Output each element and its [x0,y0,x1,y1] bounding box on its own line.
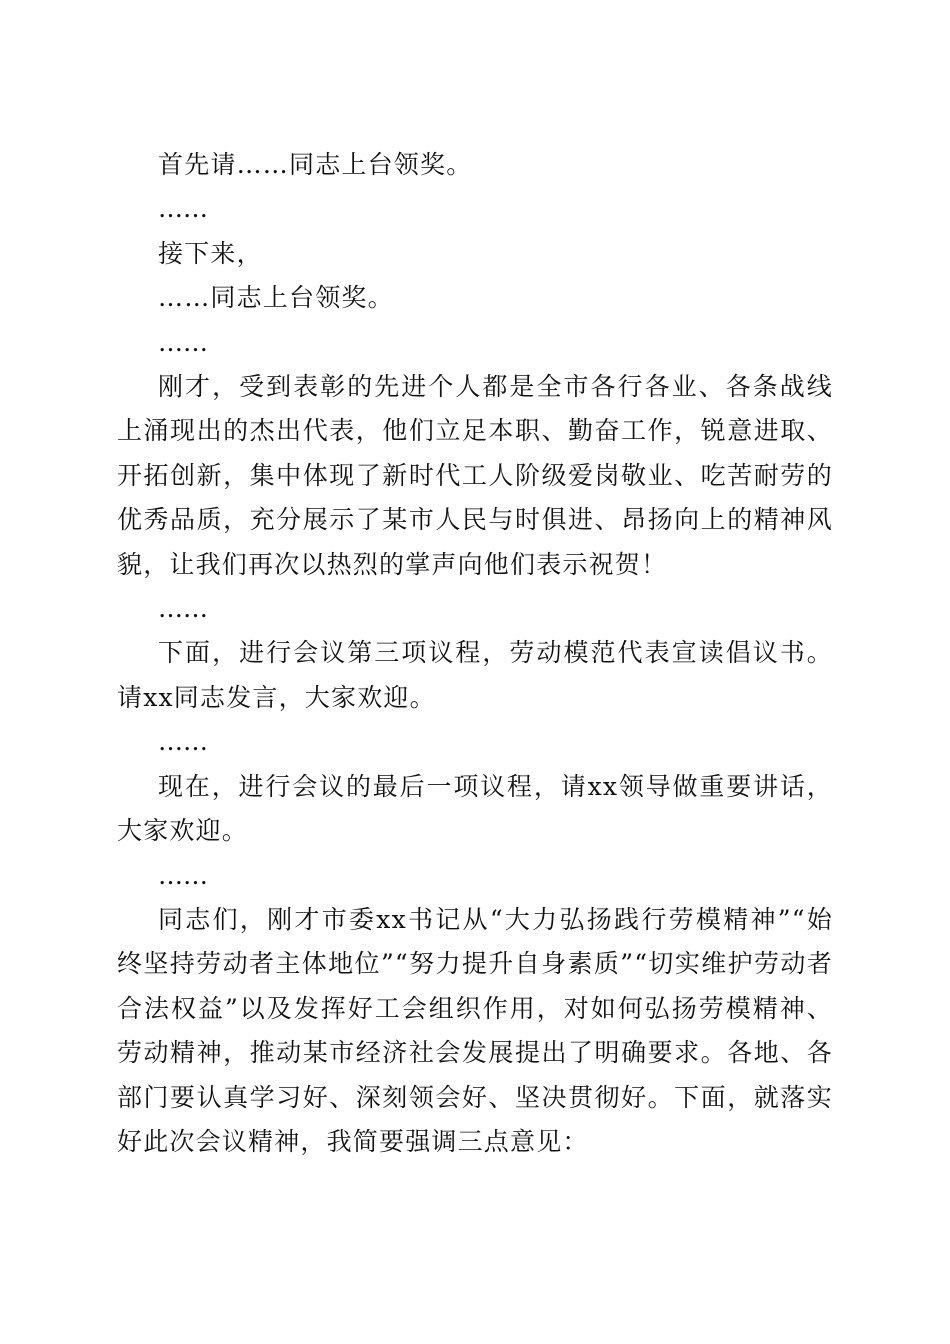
paragraph-award-next: ……同志上台领奖。 [158,283,394,313]
paragraph-award-first: 首先请……同志上台领奖。 [158,150,473,179]
paragraph-ellipsis: …… [158,727,208,757]
paragraph-next: 接下来， [158,238,263,268]
paragraph-ellipsis: …… [158,327,208,357]
paragraph-ellipsis: …… [158,594,208,624]
paragraph-comrades: 同志们，刚才市委xx书记从“大力弘扬践行劳模精神”“始终坚持劳动者主体地位”“努力提升自身素质”“切实维护劳动者合法权益”以及发挥好工会组织作用，对如何弘扬劳模精神、劳动精神，推动某市经济社会发展提出了明确要求。各地、各部门要认真学习好、深刻领会好、坚决贯彻好。下面，就落实好此次会议精神，我简要强调三点意见： [117,904,833,1156]
paragraph-ellipsis: …… [158,860,208,890]
paragraph-final-agenda: 现在，进行会议的最后一项议程，请xx领导做重要讲话，大家欢迎。 [117,771,833,846]
paragraph-commendation: 刚才，受到表彰的先进个人都是全市各行各业、各条战线上涌现出的杰出代表，他们立足本职、勤奋工作，锐意进取、开拓创新，集中体现了新时代工人阶级爱岗敬业、吃苦耐劳的优秀品质，充分展示了某市人民与时俱进、昂扬向上的精神风貌，让我们再次以热烈的掌声向他们表示祝贺！ [117,372,833,579]
paragraph-ellipsis: …… [158,194,208,224]
paragraph-third-agenda: 下面，进行会议第三项议程，劳动模范代表宣读倡议书。请xx同志发言，大家欢迎。 [117,638,833,712]
document-body [117,143,833,1164]
